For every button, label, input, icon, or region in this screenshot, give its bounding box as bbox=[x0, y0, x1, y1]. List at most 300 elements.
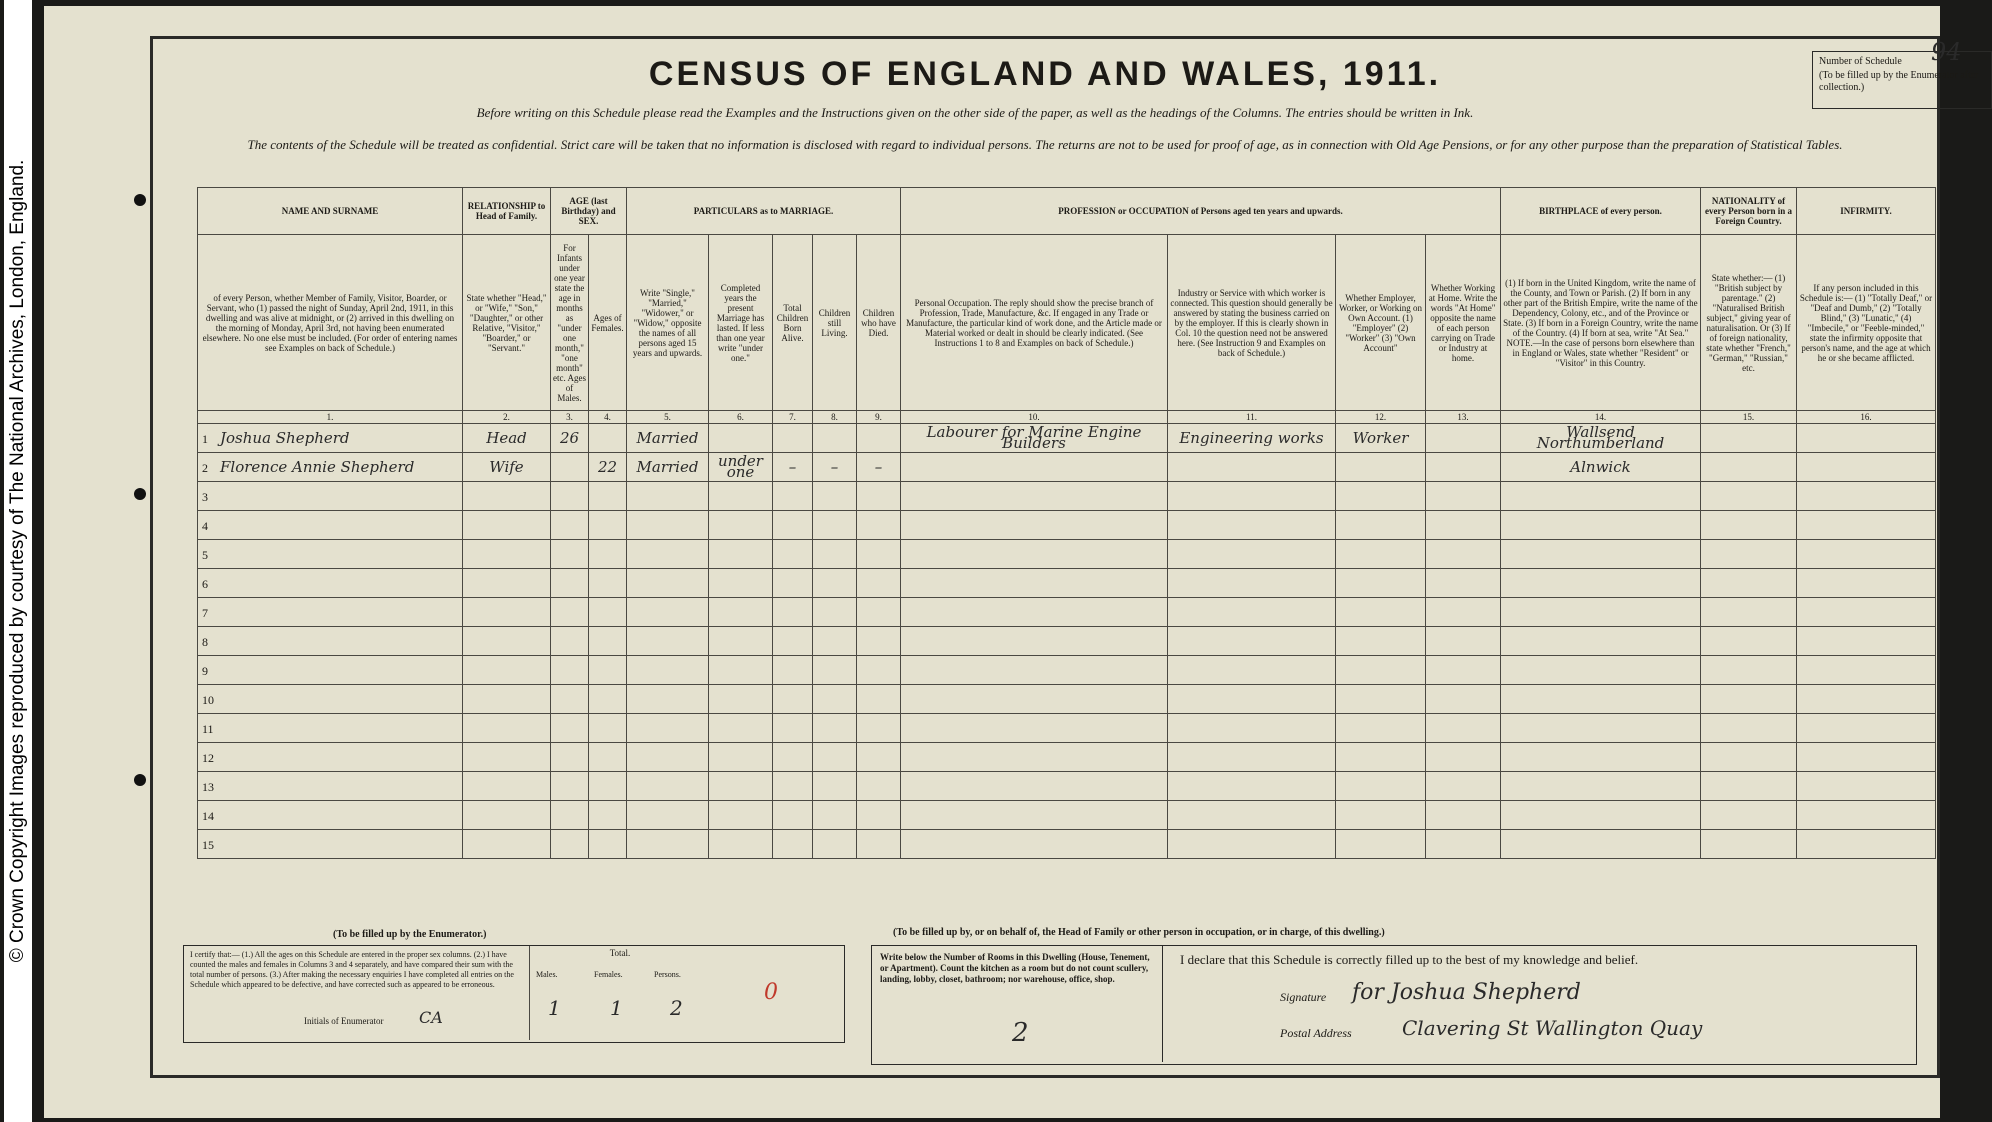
cell-home bbox=[1426, 453, 1501, 482]
cell-living bbox=[813, 685, 857, 714]
handwritten-rel: Wife bbox=[489, 457, 524, 476]
cell-rel bbox=[463, 511, 551, 540]
table-row bbox=[198, 772, 1936, 801]
cell-living bbox=[813, 598, 857, 627]
cell-mar bbox=[627, 743, 709, 772]
cell-born bbox=[773, 714, 813, 743]
cell-name bbox=[198, 627, 463, 656]
cell-mar bbox=[627, 801, 709, 830]
cell-died bbox=[857, 743, 901, 772]
cell-rel bbox=[463, 627, 551, 656]
cell-nat bbox=[1701, 569, 1797, 598]
cell-home bbox=[1426, 743, 1501, 772]
cell-emp bbox=[1336, 598, 1426, 627]
cell-mar bbox=[627, 830, 709, 859]
cell-emp bbox=[1336, 830, 1426, 859]
enumerator-box bbox=[183, 945, 845, 1043]
enumerator-initials: CA bbox=[419, 1008, 443, 1027]
cell-m bbox=[551, 569, 589, 598]
schedule-number-label: Number of Schedule bbox=[1819, 56, 1902, 67]
cell-yrs bbox=[709, 801, 773, 830]
cell-died bbox=[857, 540, 901, 569]
column-number: 12. bbox=[1336, 411, 1426, 424]
rooms-box bbox=[872, 946, 1163, 1062]
cell-birth bbox=[1501, 685, 1701, 714]
cell-f bbox=[589, 540, 627, 569]
cell-f bbox=[589, 424, 627, 453]
table-row bbox=[198, 685, 1936, 714]
cell-name bbox=[198, 830, 463, 859]
row-number: 2 bbox=[202, 460, 208, 475]
column-number: 4. bbox=[589, 411, 627, 424]
red-mark: 0 bbox=[764, 980, 778, 1005]
totals-box bbox=[529, 946, 710, 1040]
column-heading: PARTICULARS as to MARRIAGE. bbox=[627, 188, 901, 235]
cell-birth bbox=[1501, 540, 1701, 569]
cell-ind bbox=[1168, 627, 1336, 656]
cell-nat bbox=[1701, 627, 1797, 656]
cell-died bbox=[857, 511, 901, 540]
cell-born bbox=[773, 569, 813, 598]
cell-emp bbox=[1336, 511, 1426, 540]
cell-nat bbox=[1701, 424, 1797, 453]
occupier-heading: (To be filled up by, or on behalf of, the Head of Family or other person in occupation, or in charge, of this dwelling.) bbox=[893, 927, 1385, 938]
cell-home bbox=[1426, 569, 1501, 598]
cell-ind bbox=[1168, 424, 1336, 453]
cell-inf bbox=[1797, 569, 1936, 598]
handwritten-mar: Married bbox=[636, 428, 699, 447]
cell-inf bbox=[1797, 801, 1936, 830]
column-number: 16. bbox=[1797, 411, 1936, 424]
cell-mar bbox=[627, 627, 709, 656]
enumerator-heading: (To be filled up by the Enumerator.) bbox=[333, 929, 487, 940]
cell-ind bbox=[1168, 743, 1336, 772]
males-label: Males. bbox=[536, 970, 558, 979]
cell-born bbox=[773, 685, 813, 714]
totals-label: Total. bbox=[609, 948, 631, 958]
cell-m bbox=[551, 685, 589, 714]
cell-f bbox=[589, 511, 627, 540]
cell-died bbox=[857, 714, 901, 743]
cell-nat bbox=[1701, 830, 1797, 859]
cell-nat bbox=[1701, 801, 1797, 830]
row-number: 13 bbox=[202, 779, 214, 794]
cell-living bbox=[813, 482, 857, 511]
cell-living bbox=[813, 511, 857, 540]
cell-ind bbox=[1168, 685, 1336, 714]
cell-rel bbox=[463, 540, 551, 569]
cell-m bbox=[551, 743, 589, 772]
cell-rel bbox=[463, 743, 551, 772]
column-number: 2. bbox=[463, 411, 551, 424]
cell-f bbox=[589, 656, 627, 685]
cell-born bbox=[773, 540, 813, 569]
column-number: 9. bbox=[857, 411, 901, 424]
cell-born bbox=[773, 453, 813, 482]
postal-address-label: Postal Address bbox=[1280, 1026, 1352, 1040]
occupier-box bbox=[871, 945, 1917, 1065]
cell-home bbox=[1426, 830, 1501, 859]
cell-inf bbox=[1797, 656, 1936, 685]
cell-born bbox=[773, 627, 813, 656]
row-number: 3 bbox=[202, 489, 208, 504]
handwritten-name: Joshua Shepherd bbox=[220, 428, 350, 447]
cell-occ bbox=[901, 830, 1168, 859]
column-description: Total Children Born Alive. bbox=[773, 235, 813, 411]
column-heading: AGE (last Birthday) and SEX. bbox=[551, 188, 627, 235]
cell-m bbox=[551, 801, 589, 830]
column-heading: BIRTHPLACE of every person. bbox=[1501, 188, 1701, 235]
column-description: For Infants under one year state the age in months as "under one month," "one month" etc. Ages of Males. bbox=[551, 235, 589, 411]
census-schedule bbox=[44, 6, 1979, 1118]
cell-occ bbox=[901, 453, 1168, 482]
cell-yrs bbox=[709, 627, 773, 656]
row-number: 4 bbox=[202, 518, 208, 533]
cell-yrs bbox=[709, 540, 773, 569]
cell-occ bbox=[901, 627, 1168, 656]
handwritten-m: 26 bbox=[559, 428, 580, 447]
cell-m bbox=[551, 511, 589, 540]
cell-living bbox=[813, 453, 857, 482]
cell-died bbox=[857, 482, 901, 511]
rooms-text: Write below the Number of Rooms in this Dwelling (House, Tenement, or Apartment). Count the kitchen as a room but do not count scullery, landing, lobby, closet, bathroom; nor warehouse, office, shop. bbox=[880, 952, 1150, 984]
handwritten-occ: Labourer for Marine Engine Builders bbox=[926, 423, 1142, 452]
handwritten-birth: Wallsend Northumberland bbox=[1536, 423, 1665, 452]
cell-born bbox=[773, 656, 813, 685]
cell-name bbox=[198, 424, 463, 453]
cell-born bbox=[773, 830, 813, 859]
cell-emp bbox=[1336, 656, 1426, 685]
handwritten-name: Florence Annie Shepherd bbox=[220, 457, 415, 476]
form-frame bbox=[150, 36, 1979, 1078]
column-number: 6. bbox=[709, 411, 773, 424]
cell-born bbox=[773, 772, 813, 801]
table-row bbox=[198, 482, 1936, 511]
cell-ind bbox=[1168, 598, 1336, 627]
cell-ind bbox=[1168, 482, 1336, 511]
copyright-text: © Crown Copyright Images reproduced by courtesy of The National Archives, London, England. bbox=[7, 159, 28, 963]
handwritten-f: 22 bbox=[597, 457, 618, 476]
cell-mar bbox=[627, 540, 709, 569]
cell-yrs bbox=[709, 743, 773, 772]
column-description: Whether Working at Home. Write the words "At Home" opposite the name of each person carrying on Trade or Industry at home. bbox=[1426, 235, 1501, 411]
cell-died bbox=[857, 830, 901, 859]
row-number: 6 bbox=[202, 576, 208, 591]
cell-home bbox=[1426, 540, 1501, 569]
cell-birth bbox=[1501, 482, 1701, 511]
cell-emp bbox=[1336, 569, 1426, 598]
cell-died bbox=[857, 598, 901, 627]
cell-occ bbox=[901, 511, 1168, 540]
column-heading: PROFESSION or OCCUPATION of Persons aged ten years and upwards. bbox=[901, 188, 1501, 235]
cell-nat bbox=[1701, 482, 1797, 511]
cell-occ bbox=[901, 743, 1168, 772]
cell-name bbox=[198, 656, 463, 685]
table-row bbox=[198, 656, 1936, 685]
column-description: Write "Single," "Married," "Widower," or "Widow," opposite the names of all persons aged 15 years and upwards. bbox=[627, 235, 709, 411]
cell-died bbox=[857, 453, 901, 482]
cell-home bbox=[1426, 598, 1501, 627]
cell-m bbox=[551, 424, 589, 453]
cell-born bbox=[773, 482, 813, 511]
table-row bbox=[198, 627, 1936, 656]
males-total: 1 bbox=[548, 996, 561, 1020]
cell-occ bbox=[901, 801, 1168, 830]
handwritten-mar: Married bbox=[636, 457, 699, 476]
cell-yrs bbox=[709, 453, 773, 482]
punch-hole bbox=[134, 194, 146, 206]
census-title: CENSUS OF ENGLAND AND WALES, 1911. bbox=[648, 55, 1442, 93]
handwritten-rel: Head bbox=[486, 428, 527, 447]
cell-occ bbox=[901, 569, 1168, 598]
cell-occ bbox=[901, 714, 1168, 743]
cell-birth bbox=[1501, 511, 1701, 540]
cell-nat bbox=[1701, 714, 1797, 743]
cell-ind bbox=[1168, 772, 1336, 801]
cell-emp bbox=[1336, 714, 1426, 743]
cell-died bbox=[857, 656, 901, 685]
cell-m bbox=[551, 540, 589, 569]
cell-rel bbox=[463, 482, 551, 511]
cell-f bbox=[589, 482, 627, 511]
cell-f bbox=[589, 772, 627, 801]
cell-mar bbox=[627, 569, 709, 598]
row-number: 11 bbox=[202, 721, 214, 736]
cell-home bbox=[1426, 482, 1501, 511]
cell-emp bbox=[1336, 685, 1426, 714]
cell-rel bbox=[463, 453, 551, 482]
cell-f bbox=[589, 569, 627, 598]
cell-ind bbox=[1168, 830, 1336, 859]
column-heading: NAME AND SURNAME bbox=[198, 188, 463, 235]
cell-f bbox=[589, 598, 627, 627]
handwritten-birth: Alnwick bbox=[1570, 457, 1631, 476]
handwritten-ind: Engineering works bbox=[1179, 428, 1324, 447]
cell-inf bbox=[1797, 540, 1936, 569]
cell-home bbox=[1426, 424, 1501, 453]
cell-born bbox=[773, 598, 813, 627]
cell-yrs bbox=[709, 569, 773, 598]
cell-emp bbox=[1336, 540, 1426, 569]
handwritten-died: – bbox=[874, 457, 883, 476]
cell-yrs bbox=[709, 424, 773, 453]
cell-mar bbox=[627, 656, 709, 685]
cell-birth bbox=[1501, 714, 1701, 743]
cell-birth bbox=[1501, 830, 1701, 859]
cell-birth bbox=[1501, 801, 1701, 830]
handwritten-emp: Worker bbox=[1352, 428, 1409, 447]
cell-living bbox=[813, 801, 857, 830]
row-number: 12 bbox=[202, 750, 214, 765]
column-number: 14. bbox=[1501, 411, 1701, 424]
cell-mar bbox=[627, 598, 709, 627]
cell-occ bbox=[901, 598, 1168, 627]
cell-inf bbox=[1797, 424, 1936, 453]
cell-inf bbox=[1797, 482, 1936, 511]
cell-inf bbox=[1797, 511, 1936, 540]
row-number: 7 bbox=[202, 605, 208, 620]
column-heading: NATIONALITY of every Person born in a Foreign Country. bbox=[1701, 188, 1797, 235]
cell-name bbox=[198, 482, 463, 511]
cell-living bbox=[813, 656, 857, 685]
column-number: 11. bbox=[1168, 411, 1336, 424]
handwritten-living: – bbox=[830, 457, 839, 476]
column-description: State whether "Head," or "Wife," "Son," "Daughter," or other Relative, "Visitor," "Boarder," or "Servant." bbox=[463, 235, 551, 411]
column-number: 13. bbox=[1426, 411, 1501, 424]
cell-birth bbox=[1501, 453, 1701, 482]
cell-ind bbox=[1168, 801, 1336, 830]
table-row bbox=[198, 569, 1936, 598]
cell-emp bbox=[1336, 453, 1426, 482]
table-row bbox=[198, 830, 1936, 859]
column-number: 1. bbox=[198, 411, 463, 424]
cell-ind bbox=[1168, 714, 1336, 743]
cell-f bbox=[589, 453, 627, 482]
cell-occ bbox=[901, 540, 1168, 569]
cell-inf bbox=[1797, 714, 1936, 743]
schedule-number-box bbox=[1812, 38, 1992, 109]
cell-died bbox=[857, 685, 901, 714]
cell-yrs bbox=[709, 511, 773, 540]
cell-name bbox=[198, 743, 463, 772]
cell-home bbox=[1426, 714, 1501, 743]
cell-rel bbox=[463, 424, 551, 453]
column-description: Children who have Died. bbox=[857, 235, 901, 411]
cell-emp bbox=[1336, 772, 1426, 801]
cell-emp bbox=[1336, 482, 1426, 511]
table-row bbox=[198, 743, 1936, 772]
cell-living bbox=[813, 627, 857, 656]
cell-mar bbox=[627, 511, 709, 540]
column-description: Industry or Service with which worker is connected. This question should generally be answered by stating the business carried on by the employer. If this is clearly shown in Col. 10 the question need not be answered here. (See Instruction 9 and Examples on back of Schedule.) bbox=[1168, 235, 1336, 411]
cell-yrs bbox=[709, 714, 773, 743]
cell-nat bbox=[1701, 656, 1797, 685]
cell-yrs bbox=[709, 772, 773, 801]
cell-m bbox=[551, 482, 589, 511]
row-number: 9 bbox=[202, 663, 208, 678]
cell-yrs bbox=[709, 656, 773, 685]
cell-rel bbox=[463, 830, 551, 859]
cell-home bbox=[1426, 511, 1501, 540]
cell-died bbox=[857, 772, 901, 801]
census-table bbox=[197, 187, 1936, 859]
schedule-number-note: (To be filled up by the Enumerator after collection.) bbox=[1819, 70, 1979, 93]
column-description: Personal Occupation. The reply should show the precise branch of Profession, Trade, Manufacture, &c. If engaged in any Trade or Manufacture, the particular kind of work done, and the Article made or Material worked or dealt in should be clearly indicated. (See Instructions 1 to 8 and Examples on back of Schedule.) bbox=[901, 235, 1168, 411]
row-number: 1 bbox=[202, 431, 208, 446]
row-number: 15 bbox=[202, 837, 214, 852]
cell-birth bbox=[1501, 627, 1701, 656]
cell-name bbox=[198, 714, 463, 743]
handwritten-born: – bbox=[788, 457, 797, 476]
row-number: 8 bbox=[202, 634, 208, 649]
cell-occ bbox=[901, 424, 1168, 453]
cell-home bbox=[1426, 685, 1501, 714]
cell-born bbox=[773, 743, 813, 772]
cell-inf bbox=[1797, 743, 1936, 772]
row-number: 5 bbox=[202, 547, 208, 562]
column-description: Whether Employer, Worker, or Working on Own Account. (1) "Employer" (2) "Worker" (3) "Own Account" bbox=[1336, 235, 1426, 411]
column-number: 15. bbox=[1701, 411, 1797, 424]
table-row bbox=[198, 714, 1936, 743]
cell-home bbox=[1426, 772, 1501, 801]
column-description: If any person included in this Schedule is:— (1) "Totally Deaf," or "Deaf and Dumb," (2) "Totally Blind," (3) "Lunatic," (4) "Imbecile," or "Feeble-minded," state the infirmity opposite that person's name, and the age at which he or she became afflicted. bbox=[1797, 235, 1936, 411]
cell-died bbox=[857, 627, 901, 656]
signature: for Joshua Shepherd bbox=[1352, 980, 1581, 1005]
cell-nat bbox=[1701, 598, 1797, 627]
column-number: 10. bbox=[901, 411, 1168, 424]
cell-birth bbox=[1501, 656, 1701, 685]
cell-f bbox=[589, 830, 627, 859]
females-total: 1 bbox=[610, 996, 623, 1020]
instructions-line: Before writing on this Schedule please read the Examples and the Instructions given on the other side of the paper, as well as the headings of the Columns. The entries should be written in Ink. bbox=[476, 105, 1474, 120]
column-heading: RELATIONSHIP to Head of Family. bbox=[463, 188, 551, 235]
cell-inf bbox=[1797, 627, 1936, 656]
cell-nat bbox=[1701, 743, 1797, 772]
cell-yrs bbox=[709, 830, 773, 859]
cell-m bbox=[551, 598, 589, 627]
table-row bbox=[198, 540, 1936, 569]
cell-name bbox=[198, 598, 463, 627]
column-heading: INFIRMITY. bbox=[1797, 188, 1936, 235]
cell-mar bbox=[627, 685, 709, 714]
column-number: 8. bbox=[813, 411, 857, 424]
cell-name bbox=[198, 685, 463, 714]
cell-name bbox=[198, 772, 463, 801]
cell-rel bbox=[463, 801, 551, 830]
enumerator-certify: I certify that:— (1.) All the ages on this Schedule are entered in the proper sex columns. (2.) I have counted the males and females in Columns 3 and 4 separately, and have compared their sum with the total number of persons. (3.) After making the necessary enquiries I have completed all entries on the Schedule which appeared to be defective, and have corrected such as appeared to be erroneous. bbox=[190, 950, 514, 989]
cell-died bbox=[857, 801, 901, 830]
cell-born bbox=[773, 424, 813, 453]
cell-m bbox=[551, 656, 589, 685]
cell-living bbox=[813, 743, 857, 772]
cell-living bbox=[813, 714, 857, 743]
cell-rel bbox=[463, 656, 551, 685]
cell-home bbox=[1426, 656, 1501, 685]
cell-living bbox=[813, 540, 857, 569]
cell-m bbox=[551, 453, 589, 482]
cell-emp bbox=[1336, 743, 1426, 772]
cell-f bbox=[589, 685, 627, 714]
cell-birth bbox=[1501, 598, 1701, 627]
cell-yrs bbox=[709, 598, 773, 627]
punch-hole bbox=[134, 774, 146, 786]
table-row bbox=[198, 801, 1936, 830]
cell-birth bbox=[1501, 743, 1701, 772]
cell-nat bbox=[1701, 685, 1797, 714]
cell-m bbox=[551, 714, 589, 743]
declaration: I declare that this Schedule is correctly filled up to the best of my knowledge and belief. bbox=[1180, 952, 1639, 967]
females-label: Females. bbox=[594, 970, 623, 979]
confidential-notice: The contents of the Schedule will be treated as confidential. Strict care will be taken that no information is disclosed with regard to individual persons. The returns are not to be used for proof of age, as in connection with Old Age Pensions, or for any other purpose than the preparation of Statistical Tables. bbox=[247, 137, 1843, 152]
cell-mar bbox=[627, 714, 709, 743]
cell-ind bbox=[1168, 453, 1336, 482]
column-description: State whether:— (1) "British subject by parentage." (2) "Naturalised British subject," giving year of naturalisation. Or (3) If of foreign nationality, state whether "French," "German," "Russian," etc. bbox=[1701, 235, 1797, 411]
column-number: 7. bbox=[773, 411, 813, 424]
copyright-strip bbox=[4, 0, 32, 1122]
cell-home bbox=[1426, 627, 1501, 656]
cell-rel bbox=[463, 685, 551, 714]
cell-name bbox=[198, 540, 463, 569]
cell-mar bbox=[627, 772, 709, 801]
cell-living bbox=[813, 830, 857, 859]
row-number: 14 bbox=[202, 808, 214, 823]
persons-label: Persons. bbox=[654, 970, 681, 979]
cell-name bbox=[198, 569, 463, 598]
rooms-count: 2 bbox=[1012, 1018, 1029, 1048]
cell-m bbox=[551, 772, 589, 801]
column-number: 3. bbox=[551, 411, 589, 424]
cell-m bbox=[551, 627, 589, 656]
